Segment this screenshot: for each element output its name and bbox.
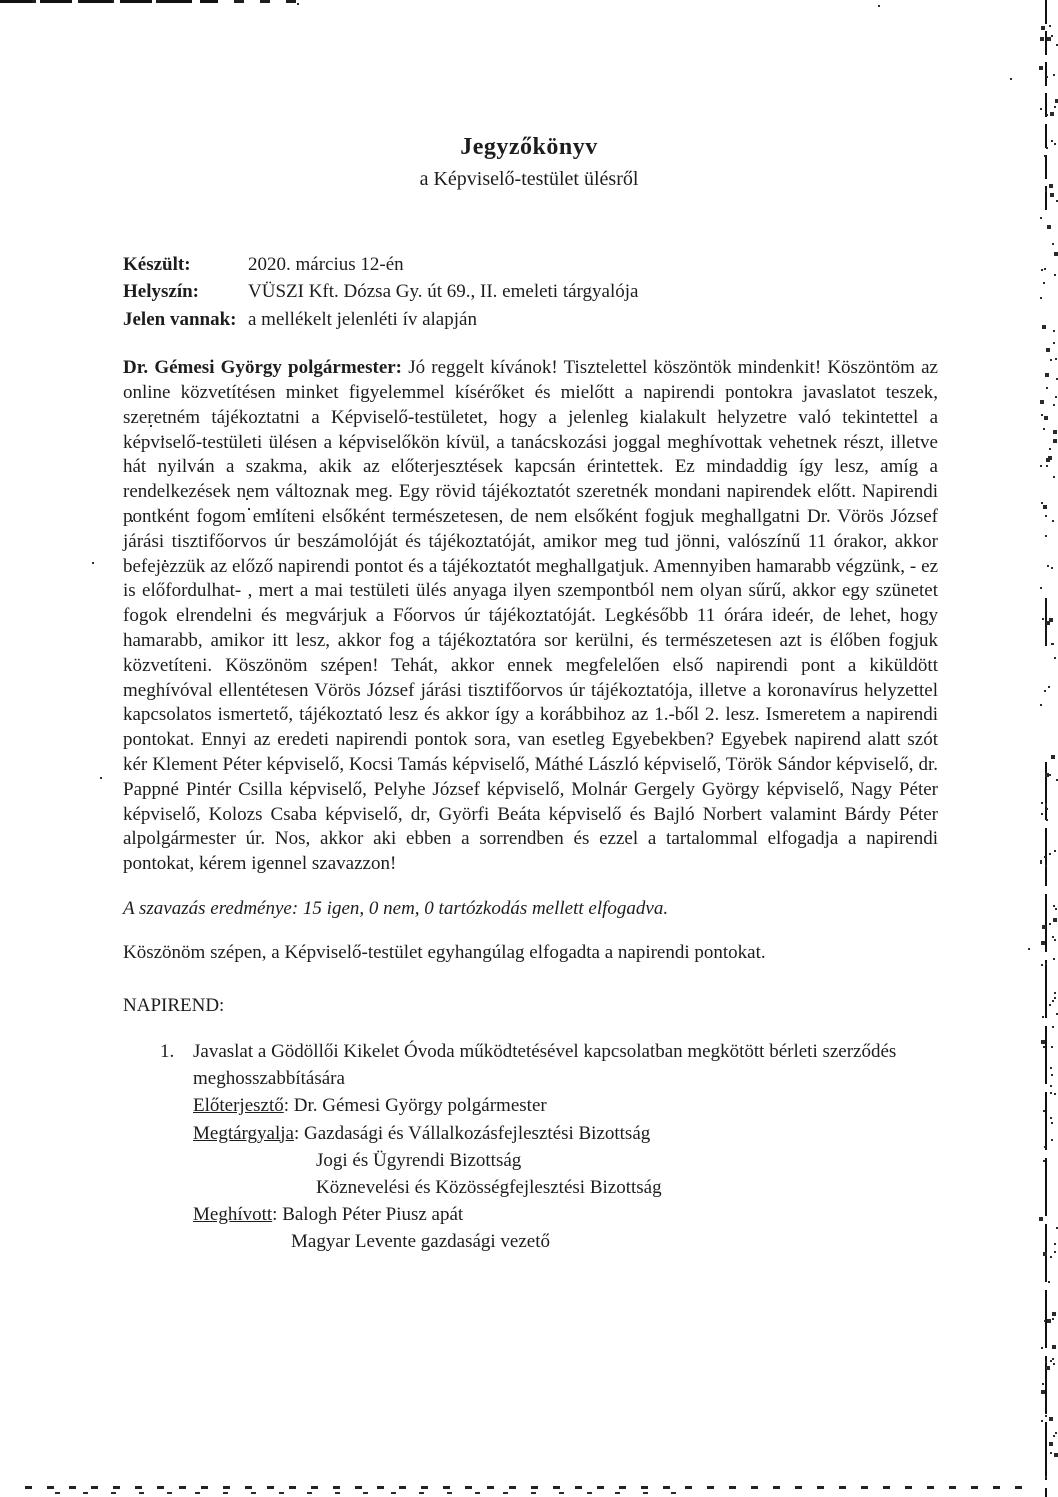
agenda-item-number: 1. (160, 1040, 175, 1062)
meta-value-helyszin: VÜSZI Kft. Dózsa Gy. út 69., II. emeleti tárgyalója (248, 281, 639, 303)
scan-artifact-bottom-dotted-line (25, 1486, 1035, 1489)
committee-2: Jogi és Ügyrendi Bizottság (316, 1149, 522, 1171)
mayor-speech-paragraph (123, 356, 938, 877)
committee-1: : Gazdasági és Vállalkozásfejlesztési Bizottság (293, 1122, 651, 1144)
scan-artifact-top-dashed-line-dense (0, 0, 218, 3)
invited-2: Magyar Levente gazdasági vezető (291, 1231, 551, 1253)
scan-artifact-right-vertical-line-bottom (1045, 762, 1047, 1497)
proposer-label: Előterjesztő (193, 1095, 284, 1117)
scan-artifact-speckle-noise (0, 0, 2, 2)
meta-row-jelen-vannak (123, 306, 941, 333)
document-subtitle: a Képviselő-testület ülésről (419, 168, 639, 190)
scan-artifact-top-dashed-line (0, 0, 300, 3)
agenda-item-body (193, 1038, 940, 1256)
meta-value-keszult: 2020. március 12-én (248, 254, 404, 275)
committee-3: Köznevelési és Közösségfejlesztési Bizottság (316, 1176, 662, 1198)
meta-row-keszult (123, 251, 941, 278)
agenda-proposer-line (193, 1092, 940, 1119)
agenda-invited-line (193, 1201, 940, 1228)
agenda-item-title: Javaslat a Gödöllői Kikelet Óvoda működtetésével kapcsolatban megkötött bérleti szerződés meghosszabbítására (193, 1040, 897, 1090)
meta-label-helyszin: Helyszín: (123, 281, 199, 303)
meta-row-helyszin (123, 278, 941, 305)
scan-artifact-right-vertical-line-mid (1045, 598, 1047, 646)
agenda-list (160, 1038, 940, 1256)
invited-1: : Balogh Péter Piusz apát (272, 1204, 464, 1226)
discusses-label: Megtárgyalja (193, 1122, 294, 1144)
scan-artifact-bottom-dotted-line-2 (55, 1492, 695, 1494)
meta-label-keszult: Készült: (123, 254, 191, 275)
agenda-discusses-line (193, 1120, 940, 1147)
agenda-heading: NAPIREND: (123, 994, 225, 1016)
agenda-item-1 (160, 1038, 940, 1256)
speech-text: Jó reggelt kívánok! Tisztelettel köszöntök mindenkit! Köszöntöm az online közvetítésen minket figyelemmel kísérőket és mielőtt a napirendi pontokra javaslatot teszek, szeretném tájékoztatni a Képviselő-testületet, hogy a jelenleg kialakult helyzetre való tekintettel a képviselő-testületi ülésen a képviselőkön kívül, a tanácskozási joggal meghívottak vehetnek részt, illetve hát nyilván a szakma, akik az előterjesztések kapcsán érintettek. Ez mindaddig így lesz, amíg a rendelkezések nem változnak meg. Egy rövid tájékoztatót szeretnék mondani napirendek előtt. Napirendi pontként fogom említeni elsőként természetesen, de nem elsőként fogjuk meghallgatni Dr. Vörös József járási tisztifőorvos úr beszámolóját és tájékoztatóját, amikor meg tud jönni, valószínű 11 órakor, akkor befejezzük az előző napirendi pontot és a tájékoztatót meghallgatjuk. Amennyiben hamarabb végzünk, - ez is előfordulhat- , mert a mai testületi ülés anyaga ilyen szempontból nem olyan sűrű, akkor egy szünetet fogok elrendelni és megvárjuk a Főorvos úr tájékoztatóját. Legkésőbb 11 órára ideér, de lehet, hogy hamarabb, amikor itt lesz, akkor fog a tájékoztatóra sor kerülni, és természetesen azt is élőben fogjuk közvetíteni. Köszönöm szépen! Tehát, akkor ennek megfelelően első napirendi pont a kiküldött meghívóval ellentétesen Vörös József járási tisztifőorvos úr tájékoztatója, illetve a koronavírus helyzettel kapcsolatos ismertető, tájékoztató lesz és akkor így a korábbihoz az 1.-ből 2. lesz. Ismeretem a napirendi pontokat. Ennyi az eredeti napirendi pontok sora, van esetleg Egyebekben? Egyebek napirend alatt szót kér Klement Péter képviselő, Kocsi Tamás képviselő, Máthé László képviselő, Török Sándor képviselő, dr. Pappné Pintér Csilla képviselő, Pelyhe József képviselő, Molnár Gergely György képviselő, Nagy Péter képviselő, Kolozs Csaba képviselő, dr, Györfi Beáta képviselő és Bajló Norbert valamint Bárdy Péter alpolgármester úr. Nos, akkor aki ebben a sorrendben és ezzel a tartalommal elfogadja a napirendi pontokat, kérem igennel szavazzon! (123, 357, 938, 875)
closing-line: Köszönöm szépen, a Képviselő-testület egyhangúlag elfogadta a napirendi pontokat. (123, 941, 766, 963)
proposer-value: : Dr. Gémesi György polgármester (283, 1095, 547, 1117)
document-title: Jegyzőkönyv (460, 134, 598, 160)
invited-label: Meghívott (193, 1204, 273, 1226)
meta-label-jelen-vannak: Jelen vannak: (123, 308, 237, 330)
vote-result-line: A szavazás eredménye: 15 igen, 0 nem, 0 tartózkodás mellett elfogadva. (123, 897, 669, 919)
meta-value-jelen-vannak: a mellékelt jelenléti ív alapján (248, 308, 477, 330)
meta-block (123, 251, 941, 333)
speaker-name: Dr. Gémesi György polgármester: (123, 357, 403, 379)
